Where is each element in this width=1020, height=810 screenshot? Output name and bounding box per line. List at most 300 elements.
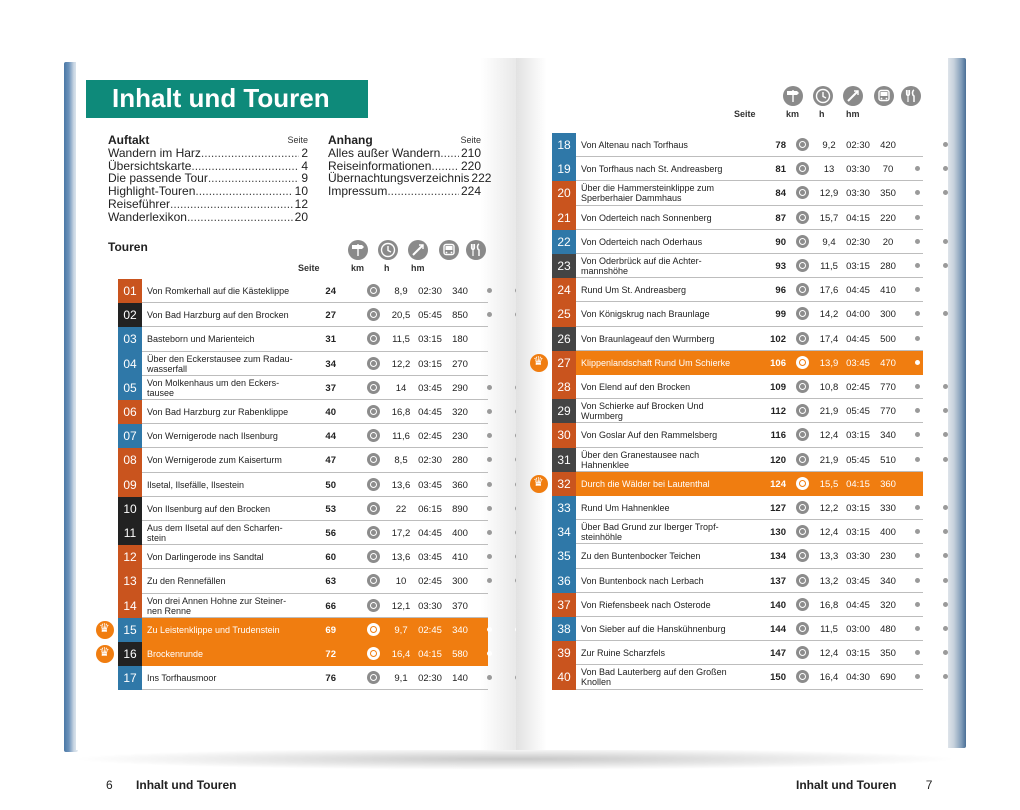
climb-icon [843, 86, 863, 106]
tour-name: Von Ilsenburg auf den Brocken [147, 503, 271, 514]
difficulty-icon [796, 670, 809, 683]
tour-name: Von Wernigerode nach Ilsenburg [147, 431, 278, 442]
column-header-seite: Seite [298, 263, 320, 273]
tour-page: 27 [325, 310, 336, 322]
anhang-seite-label: Seite [460, 135, 481, 145]
restaurant-icon [901, 86, 921, 106]
tour-km: 22 [395, 503, 407, 515]
tour-number: 35 [552, 544, 576, 568]
tour-row[interactable] [118, 594, 488, 618]
tour-km: 15,5 [819, 478, 839, 490]
tour-row[interactable] [552, 375, 923, 399]
auftakt-item-page: 10 [294, 184, 308, 199]
tour-row[interactable] [552, 157, 923, 181]
footer-title-left: Inhalt und Touren [136, 778, 237, 792]
tour-row[interactable] [118, 473, 488, 497]
auftakt-item-label: Wanderlexikon [108, 209, 187, 224]
tour-h: 03:00 [846, 624, 870, 635]
tour-km: 8,9 [394, 286, 408, 297]
column-header-km: km [351, 263, 365, 273]
tour-km: 16,8 [819, 599, 839, 611]
tour-page: 34 [325, 358, 336, 370]
tour-name: Ilsetal, Ilsefälle, Ilsestein [147, 479, 245, 490]
tour-page: 144 [770, 624, 786, 635]
difficulty-icon [796, 549, 809, 562]
difficulty-icon [796, 211, 809, 224]
bus-available-dot [487, 506, 492, 511]
tour-name: Zur Ruine Scharzfels [581, 648, 666, 659]
tour-number: 39 [552, 641, 576, 665]
tour-number: 18 [552, 133, 576, 157]
tour-number: 09 [118, 473, 142, 497]
tour-row[interactable] [552, 351, 923, 375]
tour-km: 13,6 [391, 552, 411, 564]
tour-number: 36 [552, 569, 576, 593]
bus-available-dot [915, 529, 920, 534]
food-available-dot [943, 142, 948, 147]
tour-hm: 320 [880, 599, 896, 611]
bus-available-dot [487, 627, 492, 632]
tour-h: 03:45 [418, 382, 442, 394]
difficulty-icon [796, 477, 809, 490]
tour-number: 17 [118, 666, 142, 690]
tour-row[interactable] [552, 448, 923, 472]
tour-hm: 690 [880, 672, 896, 684]
tour-page: 50 [325, 479, 336, 491]
column-header-seite: Seite [734, 109, 756, 119]
highlight-crown-icon [530, 475, 548, 493]
tour-number: 34 [552, 520, 576, 544]
anhang-heading: Anhang [328, 133, 373, 147]
tour-h: 05:45 [846, 454, 870, 466]
difficulty-icon [367, 478, 380, 491]
tour-h: 04:30 [846, 672, 870, 684]
bus-icon [874, 86, 894, 106]
tour-page: 147 [770, 648, 786, 660]
tour-hm: 510 [880, 454, 896, 466]
book-shadow [70, 748, 960, 770]
tour-page: 60 [325, 552, 336, 564]
tour-h: 04:45 [846, 599, 870, 611]
tour-hm: 270 [452, 358, 468, 370]
tour-row[interactable] [118, 327, 488, 351]
tour-page: 93 [775, 261, 786, 272]
bus-available-dot [915, 602, 920, 607]
difficulty-icon [367, 405, 380, 418]
leader-dots [387, 185, 459, 198]
tour-name: Von Oderbrück auf die Achter- mannshöhe [581, 256, 702, 276]
column-header-hm: hm [411, 263, 425, 273]
bus-available-dot [487, 675, 492, 680]
tour-hm: 580 [452, 649, 468, 660]
tour-name: Über den Eckerstausee zum Radau- wasserfall [147, 353, 293, 374]
tour-km: 9,4 [822, 236, 836, 248]
tour-row[interactable] [118, 400, 488, 424]
auftakt-item[interactable] [108, 198, 308, 211]
tour-row[interactable] [118, 303, 488, 327]
tour-page: 99 [775, 309, 786, 321]
bus-available-dot [915, 553, 920, 558]
tour-row[interactable] [552, 496, 923, 520]
highlight-crown-icon [530, 354, 548, 372]
tour-row[interactable] [552, 302, 923, 326]
food-available-dot [943, 432, 948, 437]
tour-number: 03 [118, 327, 142, 351]
tour-name: Aus dem Ilsetal auf den Scharfen- stein [147, 523, 283, 543]
anhang-item-page: 224 [460, 184, 481, 199]
tour-number: 22 [552, 230, 576, 254]
tour-hm: 140 [452, 673, 468, 685]
footer-page-number-right: 7 [925, 778, 933, 792]
tour-name: Rund Um Hahnenklee [581, 503, 670, 513]
food-available-dot [943, 674, 948, 679]
difficulty-icon [367, 671, 380, 684]
tour-name: Von Goslar Auf den Rammelsberg [581, 430, 718, 441]
difficulty-icon [367, 308, 380, 321]
tour-km: 13 [823, 164, 835, 176]
tour-km: 11,6 [392, 431, 410, 443]
difficulty-icon [796, 356, 809, 369]
difficulty-icon [796, 453, 809, 466]
tour-number: 37 [552, 593, 576, 617]
bus-available-dot [487, 385, 492, 390]
tour-name: Zu den Rennefällen [147, 576, 226, 587]
tour-row[interactable] [118, 618, 488, 642]
tour-km: 13,2 [819, 575, 839, 587]
tour-number: 08 [118, 448, 142, 472]
tour-km: 17,4 [819, 333, 839, 345]
anhang-item[interactable] [328, 185, 481, 198]
tour-row[interactable] [552, 593, 923, 617]
difficulty-icon [367, 284, 380, 297]
tour-page: 109 [770, 382, 786, 393]
tour-h: 03:45 [846, 357, 870, 369]
tour-row[interactable] [552, 181, 923, 205]
footer-left [106, 778, 236, 792]
tour-hm: 500 [880, 333, 896, 345]
difficulty-icon [796, 283, 809, 296]
tour-page: 137 [770, 575, 786, 587]
tour-row[interactable] [552, 230, 923, 254]
tour-row[interactable] [118, 666, 488, 690]
tour-row[interactable] [552, 206, 923, 230]
tour-name: Über den Granestausee nach Hahnenklee [581, 449, 700, 470]
tour-hm: 70 [882, 164, 894, 176]
difficulty-icon [367, 453, 380, 466]
tour-number: 02 [118, 303, 142, 327]
tour-row[interactable] [118, 424, 488, 448]
tour-number: 05 [118, 376, 142, 400]
difficulty-icon [796, 162, 809, 175]
bus-icon [439, 240, 459, 260]
tour-name: Von Riefensbeek nach Osterode [581, 599, 711, 610]
tour-name: Von Altenau nach Torfhaus [581, 140, 688, 150]
tour-page: 44 [325, 431, 336, 443]
tour-hm: 850 [452, 310, 468, 322]
difficulty-icon [796, 332, 809, 345]
difficulty-icon [796, 501, 809, 514]
tour-hm: 180 [452, 334, 468, 346]
climb-icon [408, 240, 428, 260]
bus-available-dot [487, 482, 492, 487]
tour-h: 05:45 [846, 406, 870, 418]
tour-row[interactable] [118, 352, 488, 376]
tour-number: 23 [552, 254, 576, 278]
tour-row[interactable] [552, 544, 923, 568]
food-available-dot [943, 311, 948, 316]
auftakt-item-label: Wandern im Harz [108, 145, 201, 160]
food-available-dot [943, 239, 948, 244]
tour-number: 32 [552, 472, 576, 496]
tour-h: 02:45 [418, 431, 442, 443]
tour-page: 87 [775, 212, 786, 224]
tour-km: 13,6 [391, 479, 411, 491]
tour-number: 01 [118, 279, 142, 303]
tour-hm: 890 [452, 503, 468, 515]
tour-name: Durch die Wälder bei Lautenthal [581, 478, 710, 489]
tour-number: 19 [552, 157, 576, 181]
tour-km: 12,2 [391, 358, 411, 370]
difficulty-icon [367, 574, 380, 587]
tour-page: 66 [325, 600, 336, 612]
difficulty-icon [796, 646, 809, 659]
leader-dots [208, 172, 299, 185]
bus-available-dot [915, 287, 920, 292]
bus-available-dot [915, 215, 920, 220]
tour-page: 106 [770, 357, 786, 369]
tour-row[interactable] [552, 278, 923, 302]
leader-dots [170, 198, 293, 211]
tour-name: Von Sieber auf die Hanskühnenburg [581, 624, 726, 634]
difficulty-icon [796, 186, 809, 199]
tour-hm: 340 [880, 575, 896, 587]
tour-page: 63 [325, 576, 336, 588]
auftakt-item-page: 4 [301, 158, 308, 173]
column-header-km: km [786, 109, 800, 119]
tour-page: 150 [770, 672, 786, 684]
tour-row[interactable] [552, 254, 923, 278]
tour-h: 03:15 [418, 358, 442, 370]
tour-h: 03:15 [846, 430, 870, 442]
auftakt-item[interactable] [108, 211, 308, 224]
signpost-icon [783, 86, 803, 106]
tour-page: 47 [325, 455, 336, 467]
tour-h: 03:30 [418, 600, 442, 612]
tour-hm: 370 [452, 600, 468, 612]
difficulty-icon [796, 428, 809, 441]
tour-km: 9,7 [394, 624, 408, 636]
bus-available-dot [915, 263, 920, 268]
bus-available-dot [915, 432, 920, 437]
tour-km: 12,1 [391, 600, 411, 612]
tour-row[interactable] [552, 472, 923, 496]
tour-row[interactable] [552, 327, 923, 351]
tour-row[interactable] [552, 665, 923, 689]
tour-name: Von Torfhaus nach St. Andreasberg [581, 164, 723, 175]
bus-available-dot [915, 239, 920, 244]
tour-row[interactable] [118, 279, 488, 303]
tour-row[interactable] [552, 133, 923, 157]
food-available-dot [943, 481, 948, 486]
bus-available-dot [915, 190, 920, 195]
tour-km: 12,4 [819, 648, 839, 660]
highlight-crown-icon [96, 645, 114, 663]
tour-page: 81 [775, 164, 786, 176]
difficulty-icon [796, 404, 809, 417]
column-header-h: h [384, 263, 390, 273]
tour-row[interactable] [118, 569, 488, 593]
tour-hm: 410 [452, 552, 468, 564]
tour-hm: 480 [880, 624, 896, 635]
tour-page: 102 [770, 333, 786, 345]
tour-km: 11,5 [820, 261, 838, 272]
tour-km: 13,9 [819, 357, 839, 369]
tour-row[interactable] [118, 497, 488, 521]
signpost-icon [348, 240, 368, 260]
tour-name: Zu Leistenklippe und Trudenstein [147, 624, 280, 635]
auftakt-item-page: 9 [301, 171, 308, 186]
tour-hm: 340 [880, 430, 896, 442]
tour-h: 04:45 [418, 407, 442, 418]
tour-km: 13,3 [819, 551, 839, 563]
bus-available-dot [915, 578, 920, 583]
bus-available-dot [487, 554, 492, 559]
tour-number: 04 [118, 352, 142, 376]
tour-page: 130 [770, 527, 786, 539]
tour-name: Ins Torfhausmoor [147, 673, 217, 684]
auftakt-item[interactable] [108, 147, 308, 160]
bus-available-dot [487, 288, 492, 293]
bus-available-dot [915, 336, 920, 341]
anhang-item-label: Impressum [328, 184, 388, 199]
bus-available-dot [487, 457, 492, 462]
tour-page: 127 [770, 503, 786, 514]
tour-page: 90 [775, 236, 786, 248]
food-available-dot [943, 457, 948, 462]
food-available-dot [943, 190, 948, 195]
tour-row[interactable] [552, 399, 923, 423]
tour-h: 04:45 [846, 333, 870, 345]
tour-name: Von drei Annen Hohne zur Steiner- nen Renne [147, 595, 287, 616]
bus-available-dot [915, 505, 920, 510]
tour-hm: 230 [452, 431, 468, 443]
bus-available-dot [915, 360, 920, 365]
clock-icon [378, 240, 398, 260]
difficulty-icon [367, 526, 380, 539]
tour-name: Von Molkenhaus um den Eckers- tausee [147, 377, 280, 398]
tour-hm: 470 [880, 357, 896, 369]
tour-h: 04:15 [846, 478, 870, 490]
tour-page: 112 [770, 406, 786, 418]
footer-page-number-left: 6 [106, 778, 113, 792]
tour-h: 03:15 [846, 527, 870, 539]
tour-km: 12,4 [819, 527, 839, 539]
tour-name: Klippenlandschaft Rund Um Schierke [581, 357, 731, 368]
tour-km: 21,9 [819, 454, 839, 466]
auftakt-seite-label: Seite [287, 135, 308, 145]
tour-page: 37 [325, 382, 336, 394]
bus-available-dot [915, 311, 920, 316]
tour-page: 53 [325, 503, 336, 515]
tour-name: Brockenrunde [147, 649, 204, 659]
tour-page: 84 [775, 188, 786, 200]
tour-km: 16,4 [819, 672, 839, 684]
leader-dots [440, 147, 459, 160]
tour-row[interactable] [552, 520, 923, 544]
tour-row[interactable] [552, 569, 923, 593]
tour-page: 120 [770, 454, 786, 466]
anhang-item[interactable] [328, 147, 481, 160]
bus-available-dot [487, 409, 492, 414]
tour-row[interactable] [552, 423, 923, 447]
tour-km: 17,6 [819, 285, 839, 297]
tour-name: Von Bad Harzburg zur Rabenklippe [147, 407, 289, 417]
tour-row[interactable] [118, 545, 488, 569]
tour-page: 78 [775, 140, 786, 151]
anhang-item-label: Alles außer Wandern [328, 145, 441, 160]
tour-number: 33 [552, 496, 576, 520]
tour-page: 56 [325, 528, 336, 539]
tour-hm: 230 [880, 551, 896, 563]
tour-h: 02:30 [846, 140, 870, 151]
tour-h: 04:15 [418, 649, 442, 660]
tour-km: 12,4 [819, 430, 839, 442]
tour-hm: 340 [452, 286, 468, 297]
highlight-crown-icon [96, 621, 114, 639]
leader-dots [201, 147, 299, 160]
tour-row[interactable] [118, 376, 488, 400]
tour-name: Von Oderteich nach Sonnenberg [581, 212, 712, 223]
tour-row[interactable] [552, 617, 923, 641]
tour-row[interactable] [118, 448, 488, 472]
tour-name: Von Wernigerode zum Kaiserturm [147, 455, 282, 466]
tour-page: 31 [325, 334, 336, 346]
tour-number: 28 [552, 375, 576, 399]
tour-page: 76 [325, 673, 336, 685]
difficulty-icon [367, 502, 380, 515]
tour-row[interactable] [118, 642, 488, 666]
tour-row[interactable] [118, 521, 488, 545]
bus-available-dot [487, 312, 492, 317]
tour-km: 17,2 [391, 528, 411, 539]
tour-km: 16,4 [391, 649, 411, 660]
tour-hm: 280 [880, 261, 896, 272]
leader-dots [195, 185, 292, 198]
tour-hm: 320 [452, 407, 468, 418]
tour-h: 02:45 [418, 624, 442, 636]
tour-name: Von Elend auf den Brocken [581, 382, 691, 392]
difficulty-icon [796, 574, 809, 587]
tour-name: Rund Um St. Andreasberg [581, 285, 687, 296]
difficulty-icon [796, 307, 809, 320]
tour-h: 03:30 [846, 164, 870, 176]
tour-name: Über die Hammersteinklippe zum Sperberhaier Dammhaus [581, 183, 715, 204]
tour-name: Von Romkerhall auf die Kästeklippe [147, 286, 290, 296]
tour-row[interactable] [552, 641, 923, 665]
anhang-item-page: 222 [471, 171, 492, 186]
clock-icon [813, 86, 833, 106]
tour-km: 15,7 [819, 212, 839, 224]
auftakt-item-page: 12 [294, 196, 308, 211]
auftakt-item-label: Reiseführer [108, 196, 171, 211]
tour-number: 20 [552, 181, 576, 205]
food-available-dot [943, 505, 948, 510]
difficulty-icon [796, 235, 809, 248]
tour-h: 03:15 [418, 334, 442, 346]
tour-h: 02:45 [418, 576, 442, 588]
tour-h: 04:00 [846, 309, 870, 321]
tour-number: 07 [118, 424, 142, 448]
